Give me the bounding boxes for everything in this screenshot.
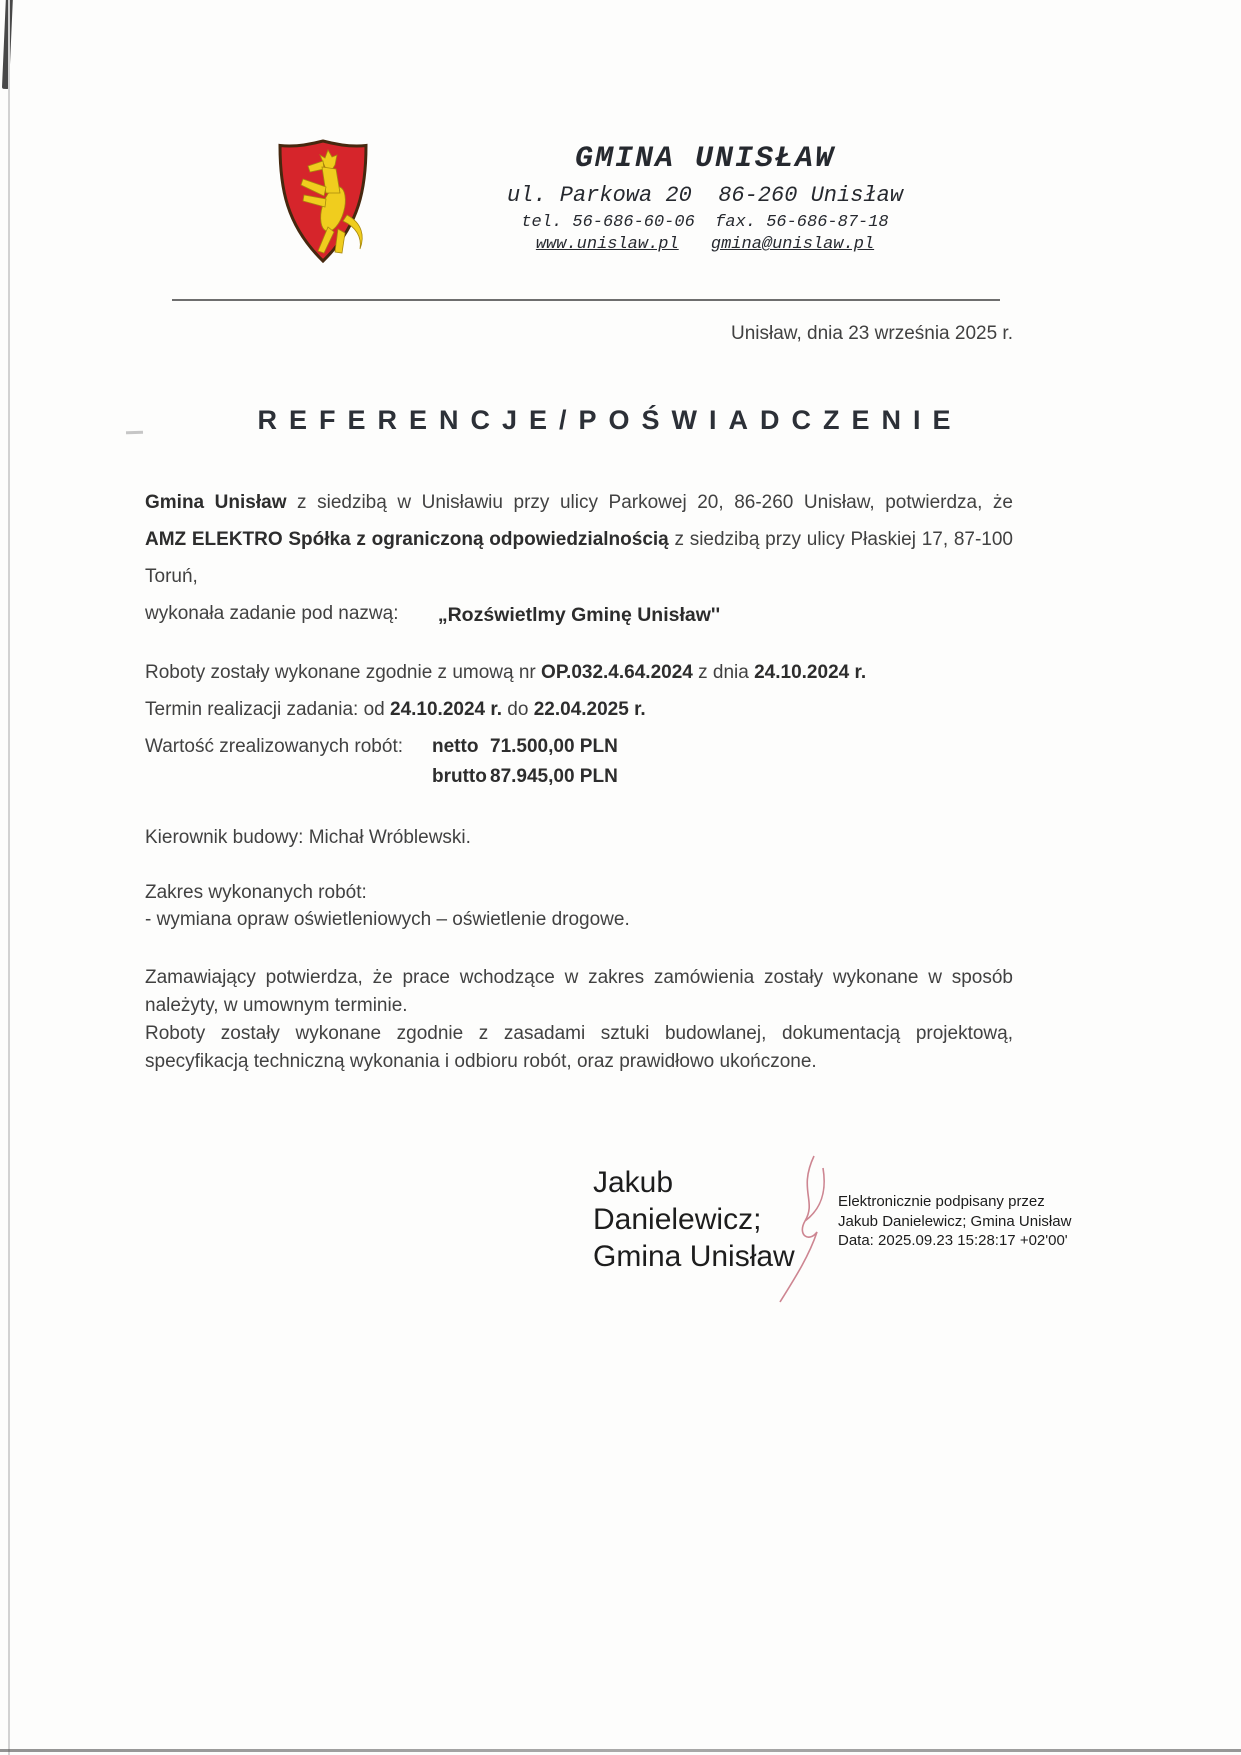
value-label-spacer: [145, 766, 432, 788]
org-name: GMINA UNISŁAW: [574, 142, 836, 176]
signature-stamp: [838, 1192, 1148, 1251]
confirmation-line-2: należyty, w umownym terminie.: [145, 995, 408, 1016]
document-title: REFERENCJE/POŚWIADCZENIE: [257, 405, 963, 435]
letterhead: [468, 142, 942, 254]
scan-artifact-left-edge-line: [8, 0, 10, 1755]
confirmation-paragraph: [145, 964, 1013, 1076]
signature-name: Jakub Danielewicz; Gmina Unisław: [593, 1166, 795, 1273]
intro-line-2: AMZ ELEKTRO Spółka z ograniczoną odpowiedzialnością z siedzibą przy ulicy Płaskiej 17, 87-100 Toruń,: [145, 529, 1014, 587]
date-line: Unisław, dnia 23 września 2025 r.: [731, 323, 1013, 344]
netto-label: netto: [432, 736, 479, 757]
letterhead-divider: [172, 299, 1000, 301]
scan-artifact-bottom-edge-line: [0, 1749, 1241, 1752]
term-end-date: 22.04.2025 r.: [533, 699, 646, 720]
confirmation-line-1: Zamawiający potwierdza, że prace wchodzące w zakres zamówienia zostały wykonane w sposób: [145, 967, 1013, 988]
gmina-unislaw-crest-icon: [276, 137, 370, 265]
value-block: [145, 736, 1013, 788]
confirmation-line-4: specyfikacją techniczną wykonania i odbioru robót, oraz prawidłowo ukończone.: [145, 1051, 817, 1072]
contract-line: Roboty zostały wykonane zgodnie z umową nr OP.032.4.64.2024 z dnia 24.10.2024 r.: [145, 662, 867, 683]
scope-item: - wymiana opraw oświetleniowych – oświetlenie drogowe.: [145, 909, 630, 930]
stamp-line-3: Data: 2025.09.23 15:28:17 +02'00': [838, 1232, 1068, 1249]
contract-number: OP.032.4.64.2024: [541, 662, 693, 683]
org-address: ul. Parkowa 20 86-260 Unisław: [506, 183, 904, 208]
contract-date: 24.10.2024 r.: [754, 662, 867, 683]
brutto-amount: 87.945,00 PLN: [490, 766, 618, 787]
brutto-label: brutto: [432, 766, 487, 787]
value-label: Wartość zrealizowanych robót:: [145, 736, 404, 757]
contractor-name-bold: AMZ ELEKTRO Spółka z ograniczoną odpowiedzialnością: [145, 529, 669, 550]
stamp-line-1: Elektronicznie podpisany przez: [838, 1193, 1045, 1210]
org-phone-fax: tel. 56-686-60-06 fax. 56-686-87-18: [521, 213, 889, 232]
org-email-link: gmina@unislaw.pl: [710, 235, 875, 254]
netto-amount: 71.500,00 PLN: [490, 736, 618, 757]
term-start-date: 24.10.2024 r.: [390, 699, 503, 720]
intro-line-1: Gmina Unisław z siedzibą w Unisławiu przy ulicy Parkowej 20, 86-260 Unisław, potwierdza, że: [145, 492, 1013, 513]
term-line: Termin realizacji zadania: od 24.10.2024 r. do 22.04.2025 r.: [145, 699, 646, 720]
intro-line-3: wykonała zadanie pod nazwą:: [145, 603, 399, 624]
org-name-bold: Gmina Unisław: [145, 492, 287, 513]
stamp-line-2: Jakub Danielewicz; Gmina Unisław: [838, 1212, 1072, 1230]
task-name: „Rozświetlmy Gminę Unisław'': [437, 604, 721, 626]
site-manager-line: Kierownik budowy: Michał Wróblewski.: [145, 827, 471, 848]
org-website-link: www.unislaw.pl: [535, 235, 679, 254]
org-links: [468, 235, 942, 254]
scope-label: Zakres wykonanych robót:: [145, 882, 367, 903]
confirmation-line-3: Roboty zostały wykonane zgodnie z zasadami sztuki budowlanej, dokumentacją projektową,: [145, 1023, 1013, 1044]
